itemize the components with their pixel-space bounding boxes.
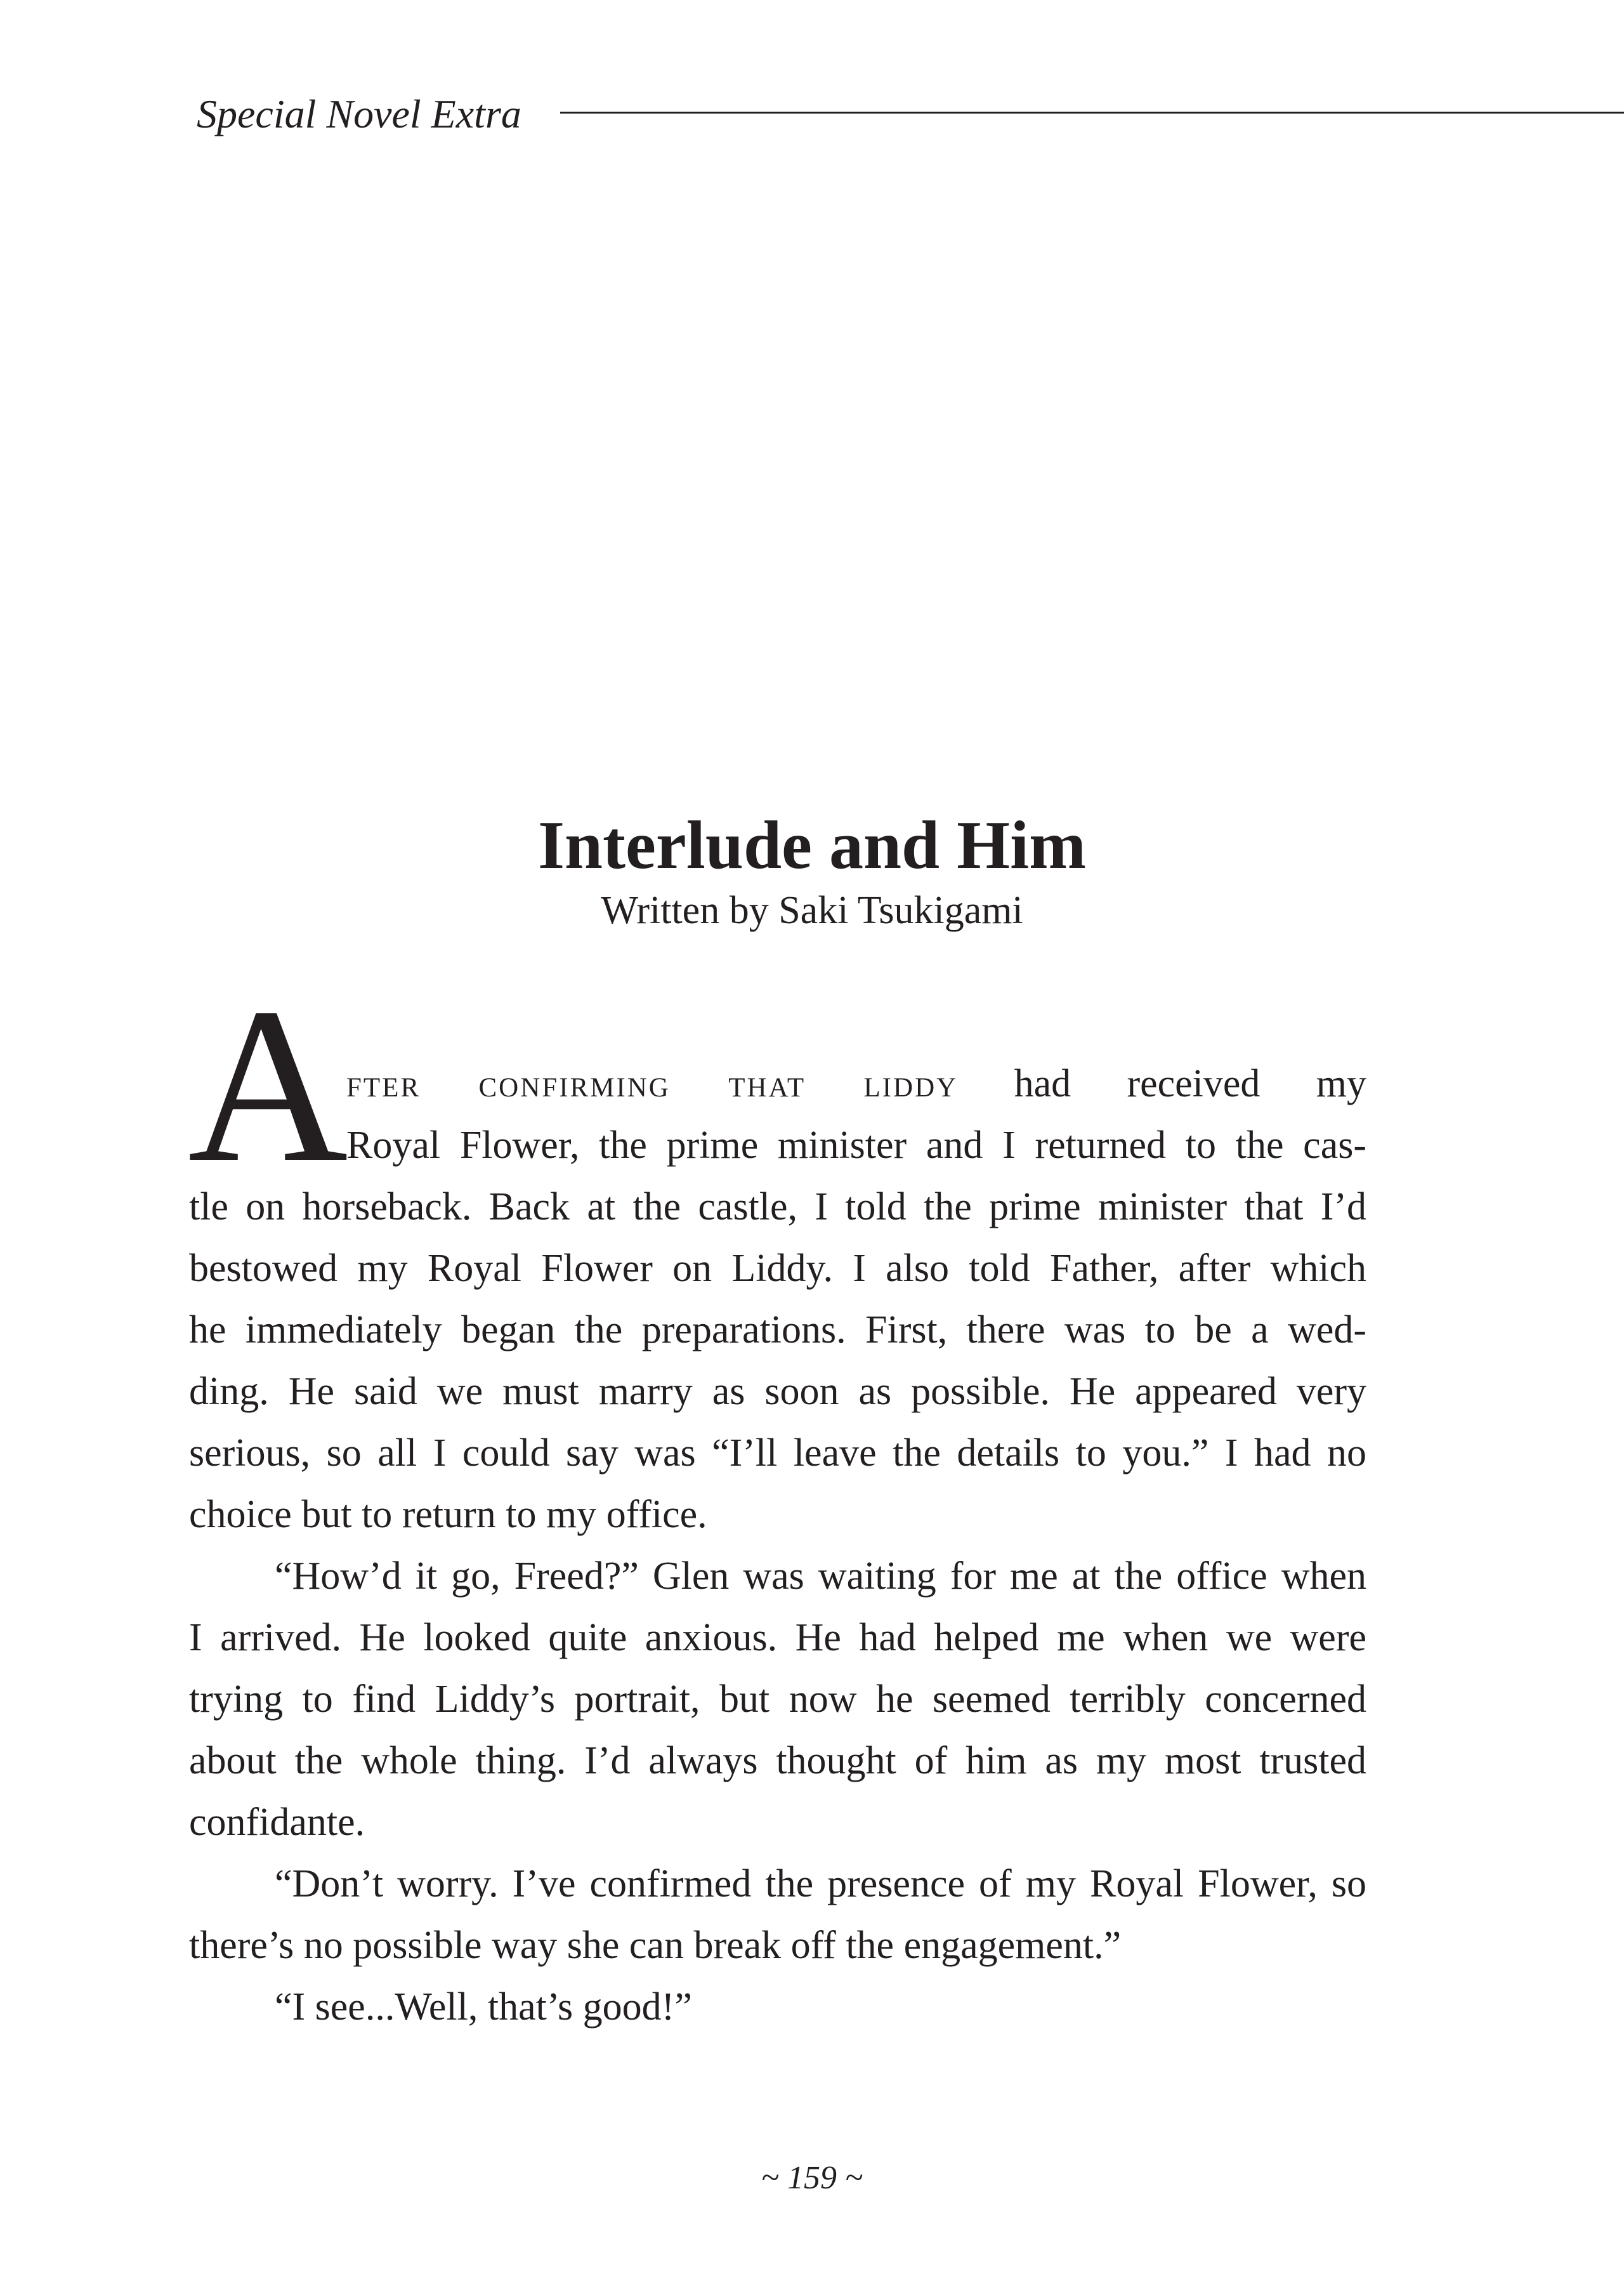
text-line: choice but to return to my office.: [189, 1493, 707, 1536]
text-fragment: had received my: [958, 1062, 1366, 1105]
text-line: confidante.: [189, 1801, 365, 1844]
text-line: there’s no possible way she can break off the engagement.”: [189, 1924, 1122, 1967]
text-line: bestowed my Royal Flower on Liddy. I also told Father, after which: [189, 1247, 1366, 1290]
text-line: ding. He said we must marry as soon as possible. He appeared very: [189, 1370, 1366, 1413]
running-header: Special Novel Extra: [197, 91, 521, 136]
chapter-title: Interlude and Him: [537, 808, 1087, 883]
header-rule: [560, 112, 1624, 114]
text-line: “Don’t worry. I’ve confirmed the presence of my Royal Flower, so: [275, 1862, 1366, 1905]
text-line: he immediately began the preparations. First, there was to be a wed-: [189, 1308, 1366, 1351]
text-line: about the whole thing. I’d always thought of him as my most trusted: [189, 1739, 1366, 1782]
text-line: I arrived. He looked quite anxious. He had helped me when we were: [189, 1616, 1366, 1659]
body-text: [189, 1053, 1366, 2038]
text-line: tle on horseback. Back at the castle, I told the prime minister that I’d: [189, 1185, 1366, 1228]
lead-smallcaps: fter confirming that liddy: [346, 1062, 959, 1105]
text-line: trying to find Liddy’s portrait, but now he seemed terribly concerned: [189, 1678, 1366, 1721]
text-line: [189, 1053, 1366, 1115]
text-line: serious, so all I could say was “I’ll leave the details to you.” I had no: [189, 1431, 1366, 1475]
drop-cap: A: [188, 962, 348, 1208]
page-number: ~ 159 ~: [761, 2160, 863, 2196]
chapter-byline: Written by Saki Tsukigami: [601, 889, 1023, 932]
text-line: “How’d it go, Freed?” Glen was waiting for me at the office when: [275, 1555, 1366, 1598]
text-line: Royal Flower, the prime minister and I returned to the cas-: [346, 1124, 1366, 1167]
text-line: “I see...Well, that’s good!”: [275, 1985, 692, 2028]
